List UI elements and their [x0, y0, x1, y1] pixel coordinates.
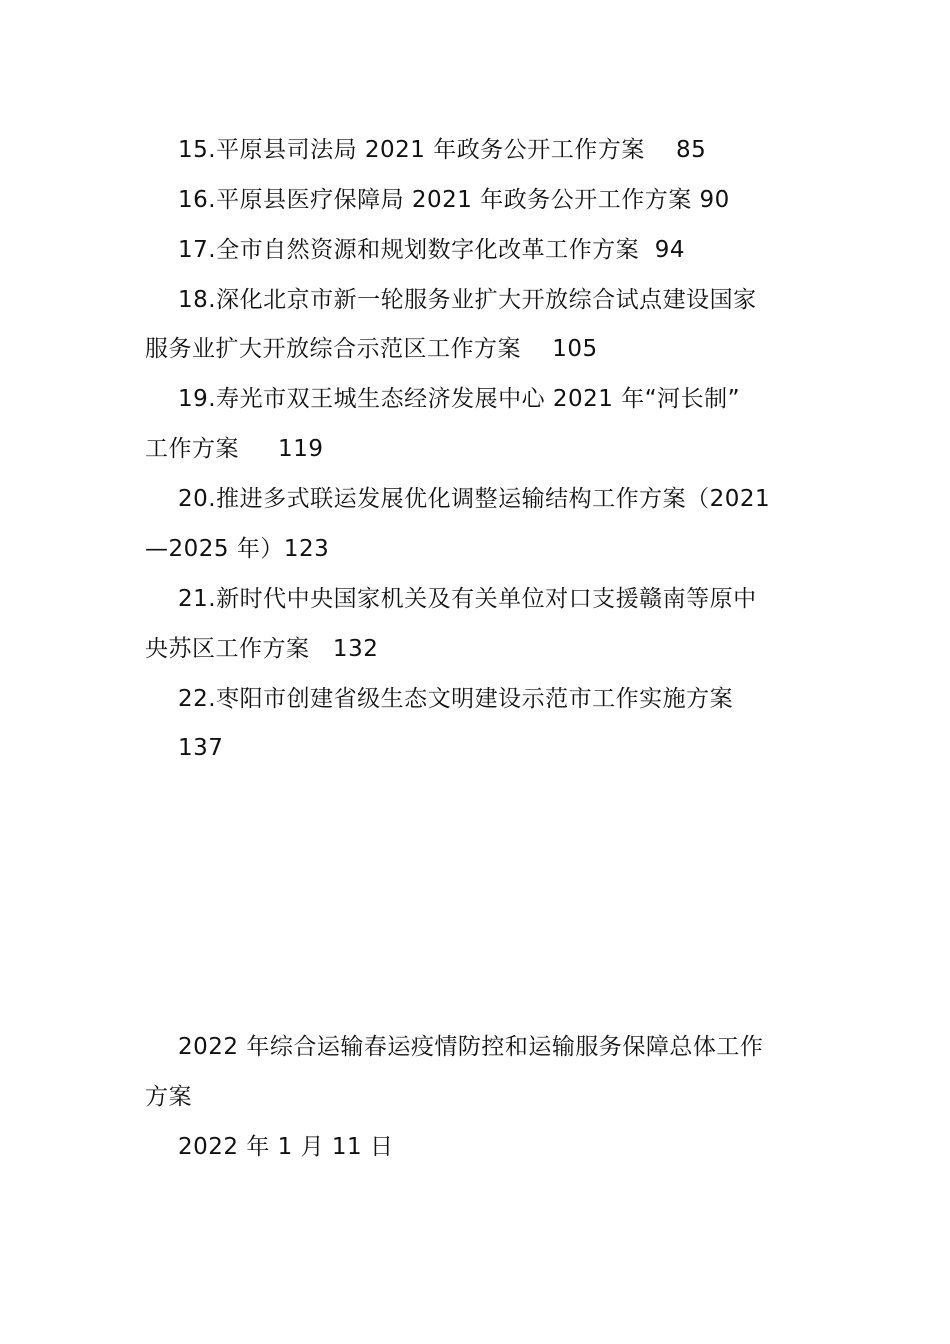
toc-entry-16: 16.平原县医疗保障局 2021 年政务公开工作方案 90	[178, 187, 730, 213]
toc-entry-19-line2: 工作方案 119	[145, 436, 324, 462]
document-date: 2022 年 1 月 11 日	[178, 1134, 394, 1160]
toc-entry-22-page: 137	[178, 735, 224, 761]
toc-entry-19-line1: 19.寿光市双王城生态经济发展中心 2021 年“河长制”	[178, 386, 741, 412]
toc-entry-17: 17.全市自然资源和规划数字化改革工作方案 94	[178, 237, 685, 263]
toc-entry-15: 15.平原县司法局 2021 年政务公开工作方案 85	[178, 137, 707, 163]
document-title-line1: 2022 年综合运输春运疫情防控和运输服务保障总体工作	[178, 1034, 764, 1060]
toc-entry-21-line1: 21.新时代中央国家机关及有关单位对口支援赣南等原中	[178, 586, 757, 612]
toc-entry-18-line2: 服务业扩大开放综合示范区工作方案 105	[145, 336, 598, 362]
toc-entry-22-line1: 22.枣阳市创建省级生态文明建设示范市工作实施方案	[178, 686, 734, 712]
toc-entry-18-line1: 18.深化北京市新一轮服务业扩大开放综合试点建设国家	[178, 287, 757, 313]
toc-entry-20-line1: 20.推进多式联运发展优化调整运输结构工作方案（2021	[178, 486, 771, 512]
toc-entry-21-line2: 央苏区工作方案 132	[145, 636, 379, 662]
toc-entry-20-line2: —2025 年）123	[145, 536, 330, 562]
document-title-line2: 方案	[145, 1084, 192, 1110]
